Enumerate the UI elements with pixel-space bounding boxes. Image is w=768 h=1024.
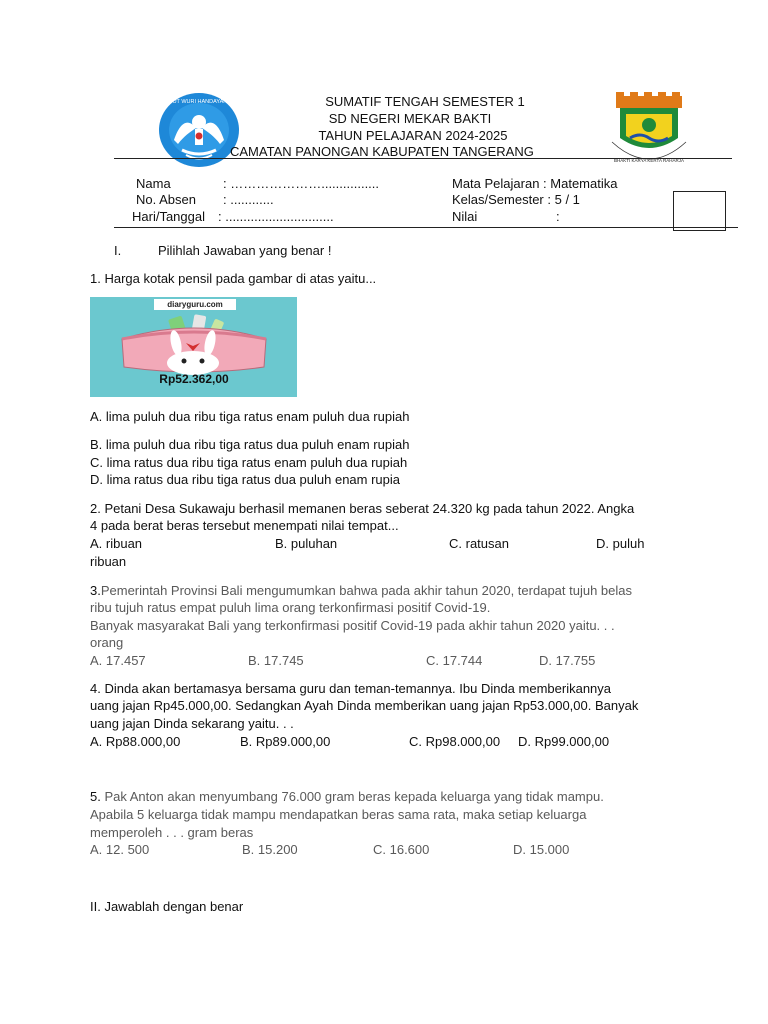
question-5-line-1 [90,788,604,805]
question-3-line-4: orang [90,635,124,650]
question-1-option-d: D. lima ratus dua ribu tiga ratus dua puluh enam rupia [90,472,401,487]
question-3-line-1-text: Pemerintah Provinsi Bali mengumumkan bahwa pada akhir tahun 2020, terdapat tujuh belas [100,583,633,598]
header-year: TAHUN PELAJARAN 2024-2025 [318,128,508,143]
question-1-option-a: A. lima puluh dua ribu tiga ratus enam puluh dua rupiah [90,409,410,424]
absen-field: : ............ [223,192,274,207]
question-3-option-d: D. 17.755 [539,653,596,668]
absen-label: No. Absen [136,192,196,207]
question-1-option-b: B. lima puluh dua ribu tiga ratus dua puluh enam rupiah [90,437,410,452]
question-2-option-a: A. ribuan [90,536,143,551]
question-4-line-3: uang jajan Dinda sekarang yaitu. . . [90,716,294,731]
question-2-option-d: D. puluh [596,536,645,551]
nama-label: Nama [136,176,171,191]
picture-site-label: diaryguru.com [154,299,236,310]
mata-pelajaran: Mata Pelajaran : Matematika [452,176,618,191]
question-5-option-d: D. 15.000 [513,842,570,857]
question-4-line-1: 4. Dinda akan bertamasya bersama guru dan teman-temannya. Ibu Dinda memberikannya [90,681,612,696]
question-2-option-b: B. puluhan [275,536,338,551]
question-5-option-c: C. 16.600 [373,842,430,857]
question-1-text: 1. Harga kotak pensil pada gambar di atas yaitu... [90,271,377,286]
question-3-option-a: A. 17.457 [90,653,146,668]
question-5-line-2: Apabila 5 keluarga tidak mampu mendapatkan beras sama rata, maka setiap keluarga [90,807,587,822]
nama-field: : …………………................ [223,176,380,191]
picture-price-label: Rp52.362,00 [159,372,229,386]
tut-wuri-handayani-logo [158,92,240,168]
pencil-case-picture [90,297,297,397]
logo-left-motto: TUT WURI HANDAYANI [169,99,229,105]
question-3-option-b: B. 17.745 [248,653,304,668]
question-5-option-a: A. 12. 500 [90,842,150,857]
question-4-option-b: B. Rp89.000,00 [240,734,331,749]
hari-tanggal-field: : .............................. [218,209,334,224]
question-5-option-b: B. 15.200 [242,842,298,857]
section-2-title: II. Jawablah dengan benar [90,899,244,914]
question-4-option-d: D. Rp99.000,00 [518,734,610,749]
identity-divider [114,227,738,228]
header-title: SUMATIF TENGAH SEMESTER 1 [325,94,525,109]
question-3-option-c: C. 17.744 [426,653,483,668]
header-divider [114,158,732,159]
question-3-number: 3. [90,583,101,598]
pencil-case-illustration [114,311,274,375]
question-5-line-1-text: Pak Anton akan menyumbang 76.000 gram beras kepada keluarga yang tidak mampu. [100,789,604,804]
hari-tanggal-label: Hari/Tanggal [132,209,205,224]
question-4-option-c: C. Rp98.000,00 [409,734,501,749]
nilai-colon: : [556,209,560,224]
question-3-line-1 [90,582,632,599]
section-1-title: Pilihlah Jawaban yang benar ! [158,243,332,258]
header-school: SD NEGERI MEKAR BAKTI [328,111,492,126]
nilai-label: Nilai [452,209,478,224]
question-2-line-1: 2. Petani Desa Sukawaju berhasil memanen beras seberat 24.320 kg pada tahun 2022. Angka [90,501,635,516]
question-3-line-3: Banyak masyarakat Bali yang terkonfirmasi positif Covid-19 pada akhir tahun 2020 yaitu. . . [90,618,615,633]
question-5-number: 5. [90,789,101,804]
question-3-line-2: ribu tujuh ratus empat puluh lima orang terkonfirmasi positif Covid-19. [90,600,491,615]
header-district: CAMATAN PANONGAN KABUPATEN TANGERANG [230,144,534,159]
kelas-semester: Kelas/Semester : 5 / 1 [452,192,580,207]
logo-right-motto: BHAKTI KARYA KERTA RAHARJA [614,158,684,163]
question-1-option-c: C. lima ratus dua ribu tiga ratus enam puluh dua rupiah [90,455,408,470]
nilai-box [673,191,726,231]
question-4-option-a: A. Rp88.000,00 [90,734,181,749]
section-1-number: I. [114,243,122,258]
question-2-option-d-continued: ribuan [90,554,127,569]
question-5-line-3: memperoleh . . . gram beras [90,825,254,840]
question-2-option-c: C. ratusan [449,536,509,551]
question-4-line-2: uang jajan Rp45.000,00. Sedangkan Ayah Dinda memberikan uang jajan Rp53.000,00. Banyak [90,698,639,713]
question-2-line-2: 4 pada berat beras tersebut menempati nilai tempat... [90,518,399,533]
